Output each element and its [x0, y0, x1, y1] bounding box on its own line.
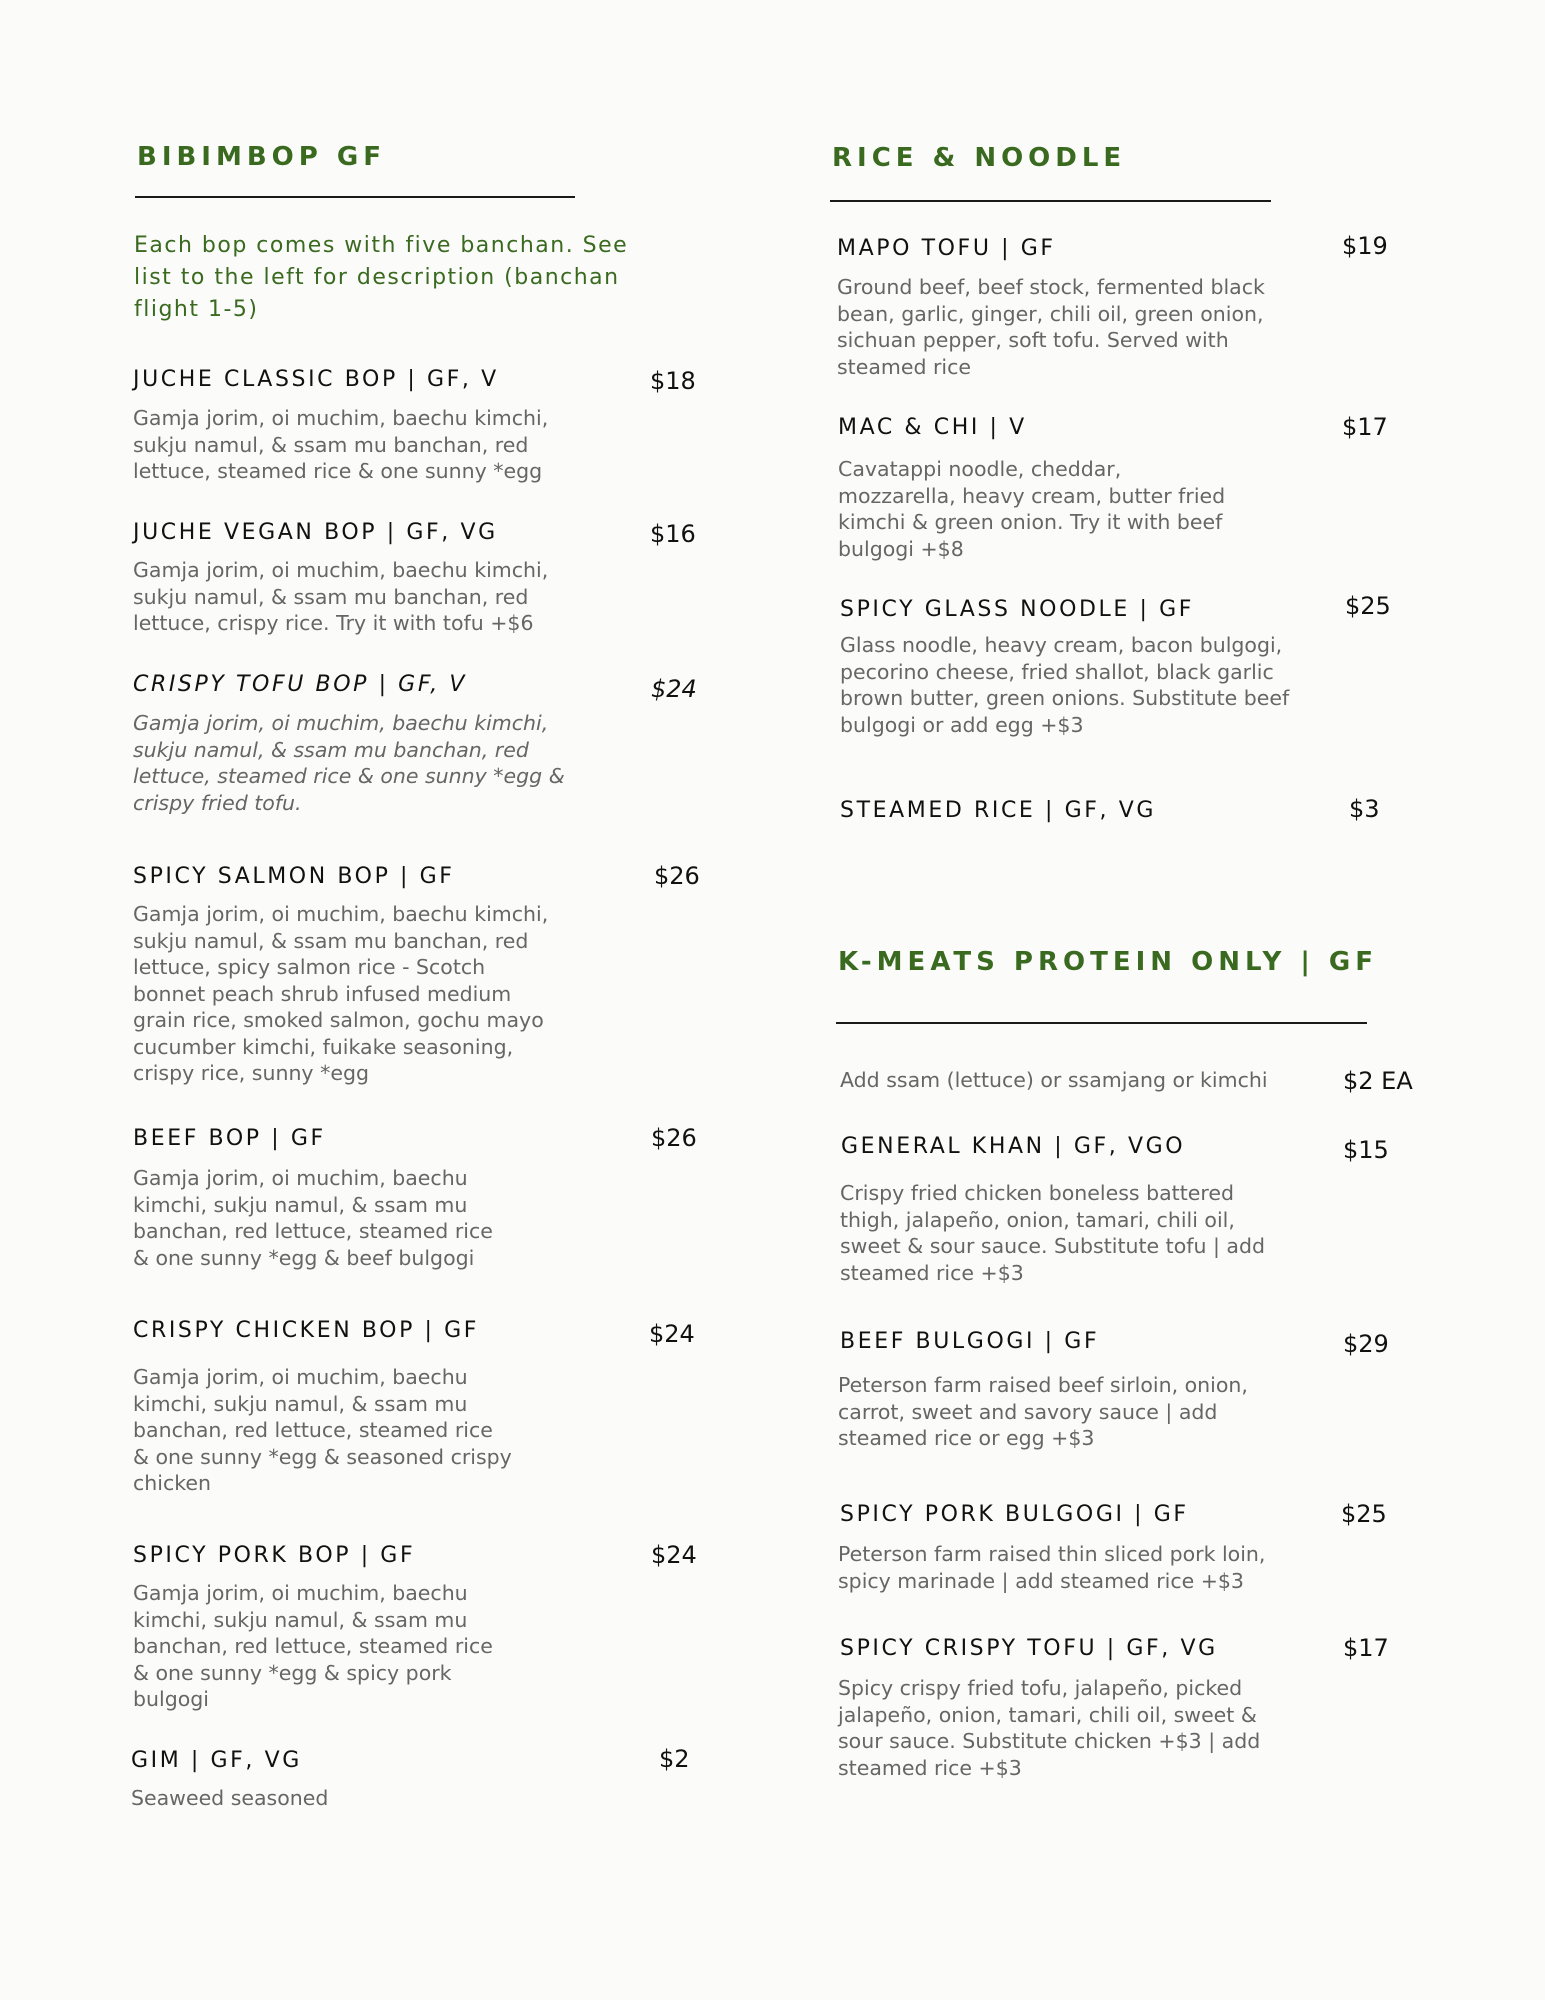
section-heading-bibimbop: BIBIMBOP GF [137, 142, 386, 172]
menu-item-name: MAC & CHI | V [838, 415, 1027, 440]
menu-item-description: Seaweed seasoned [131, 1786, 329, 1810]
menu-item-description: Gamja jorim, oi muchim, baechu kimchi, sukju namul, & ssam mu banchan, red lettuce, spicy salmon rice - Scotch bonnet peach shrub infused medium grain rice, smoked salmon, gochu mayo cucumber kimchi, fuikake seasoning, crispy rice, sunny *egg [133, 902, 549, 1085]
menu-item-name: CRISPY CHICKEN BOP | GF [133, 1318, 480, 1343]
menu-item-name: STEAMED RICE | GF, VG [840, 798, 1156, 823]
menu-item-name: SPICY CRISPY TOFU | GF, VG [840, 1636, 1218, 1661]
menu-item-name: SPICY GLASS NOODLE | GF [840, 597, 1194, 622]
menu-item-name: SPICY PORK BOP | GF [133, 1543, 416, 1568]
menu-item-description: Cavatappi noodle, cheddar, mozzarella, heavy cream, butter fried kimchi & green onion. Try it with beef bulgogi +$8 [838, 457, 1226, 561]
menu-item-price: $16 [650, 520, 696, 548]
section-divider [830, 200, 1271, 202]
menu-item-price: $19 [1342, 232, 1388, 260]
menu-item-name: BEEF BULGOGI | GF [840, 1329, 1100, 1354]
section-note: Each bop comes with five banchan. See list to the left for description (banchan flight 1-5) [134, 233, 629, 322]
menu-item-name: SPICY SALMON BOP | GF [133, 864, 455, 889]
menu-item-price: $25 [1345, 592, 1391, 620]
menu-item-description: Spicy crispy fried tofu, jalapeño, picked jalapeño, onion, tamari, chili oil, sweet & sour sauce. Substitute chicken +$3 | add steamed rice +$3 [838, 1676, 1261, 1780]
menu-item-description: Ground beef, beef stock, fermented black bean, garlic, ginger, chili oil, green onion, sichuan pepper, soft tofu. Served with steamed rice [837, 275, 1265, 379]
menu-item-description: Peterson farm raised beef sirloin, onion, carrot, sweet and savory sauce | add steamed rice or egg +$3 [838, 1373, 1248, 1450]
menu-item-description: Gamja jorim, oi muchim, baechu kimchi, sukju namul, & ssam mu banchan, red lettuce, steamed rice & one sunny *egg & beef bulgogi [133, 1166, 493, 1270]
menu-item-price: $3 [1349, 795, 1380, 823]
menu-item-description: Gamja jorim, oi muchim, baechu kimchi, sukju namul, & ssam mu banchan, red lettuce, steamed rice & one sunny *egg & seasoned crispy chicken [133, 1365, 512, 1495]
menu-item-price: $29 [1343, 1330, 1389, 1358]
section-heading-k-meats: K-MEATS PROTEIN ONLY | GF [838, 947, 1378, 977]
addon-note: Add ssam (lettuce) or ssamjang or kimchi [840, 1068, 1268, 1092]
menu-item-name: MAPO TOFU | GF [837, 236, 1056, 261]
menu-item-price: $18 [650, 367, 696, 395]
menu-item-price: $15 [1343, 1136, 1389, 1164]
menu-item-description: Peterson farm raised thin sliced pork loin, spicy marinade | add steamed rice +$3 [838, 1542, 1266, 1593]
menu-item-description: Gamja jorim, oi muchim, baechu kimchi, sukju namul, & ssam mu banchan, red lettuce, steamed rice & one sunny *egg [133, 406, 549, 483]
menu-item-price: $26 [654, 862, 700, 890]
menu-item-price: $17 [1343, 1634, 1389, 1662]
menu-item-name: SPICY PORK BULGOGI | GF [840, 1502, 1189, 1527]
menu-item-price: $26 [651, 1124, 697, 1152]
menu-item-name: JUCHE VEGAN BOP | GF, VG [133, 520, 498, 545]
section-divider [135, 196, 575, 198]
menu-item-price: $24 [649, 1320, 695, 1348]
addon-price: $2 EA [1343, 1067, 1413, 1095]
menu-item-name: CRISPY TOFU BOP | GF, V [133, 672, 468, 697]
menu-item-name: JUCHE CLASSIC BOP | GF, V [133, 367, 499, 392]
menu-item-price: $17 [1342, 413, 1388, 441]
section-heading-rice-noodle: RICE & NOODLE [832, 143, 1127, 173]
menu-item-name: GIM | GF, VG [131, 1748, 302, 1773]
menu-item-description: Crispy fried chicken boneless battered thigh, jalapeño, onion, tamari, chili oil, sweet & sour sauce. Substitute tofu | add steamed rice +$3 [840, 1181, 1265, 1285]
menu-item-description: Gamja jorim, oi muchim, baechu kimchi, sukju namul, & ssam mu banchan, red lettuce, crispy rice. Try it with tofu +$6 [133, 558, 549, 635]
menu-item-name: GENERAL KHAN | GF, VGO [841, 1134, 1186, 1159]
menu-item-name: BEEF BOP | GF [133, 1126, 326, 1151]
section-divider [836, 1022, 1367, 1024]
menu-item-description: Gamja jorim, oi muchim, baechu kimchi, sukju namul, & ssam mu banchan, red lettuce, steamed rice & one sunny *egg & crispy fried tofu. [133, 711, 565, 815]
menu-item-description: Gamja jorim, oi muchim, baechu kimchi, sukju namul, & ssam mu banchan, red lettuce, steamed rice & one sunny *egg & spicy pork bulgogi [133, 1581, 493, 1711]
menu-item-price: $24 [651, 1541, 697, 1569]
menu-item-price: $25 [1341, 1500, 1387, 1528]
menu-item-price: $24 [651, 675, 697, 703]
menu-item-price: $2 [659, 1745, 690, 1773]
menu-item-description: Glass noodle, heavy cream, bacon bulgogi, pecorino cheese, fried shallot, black garlic brown butter, green onions. Substitute beef bulgogi or add egg +$3 [840, 633, 1290, 737]
